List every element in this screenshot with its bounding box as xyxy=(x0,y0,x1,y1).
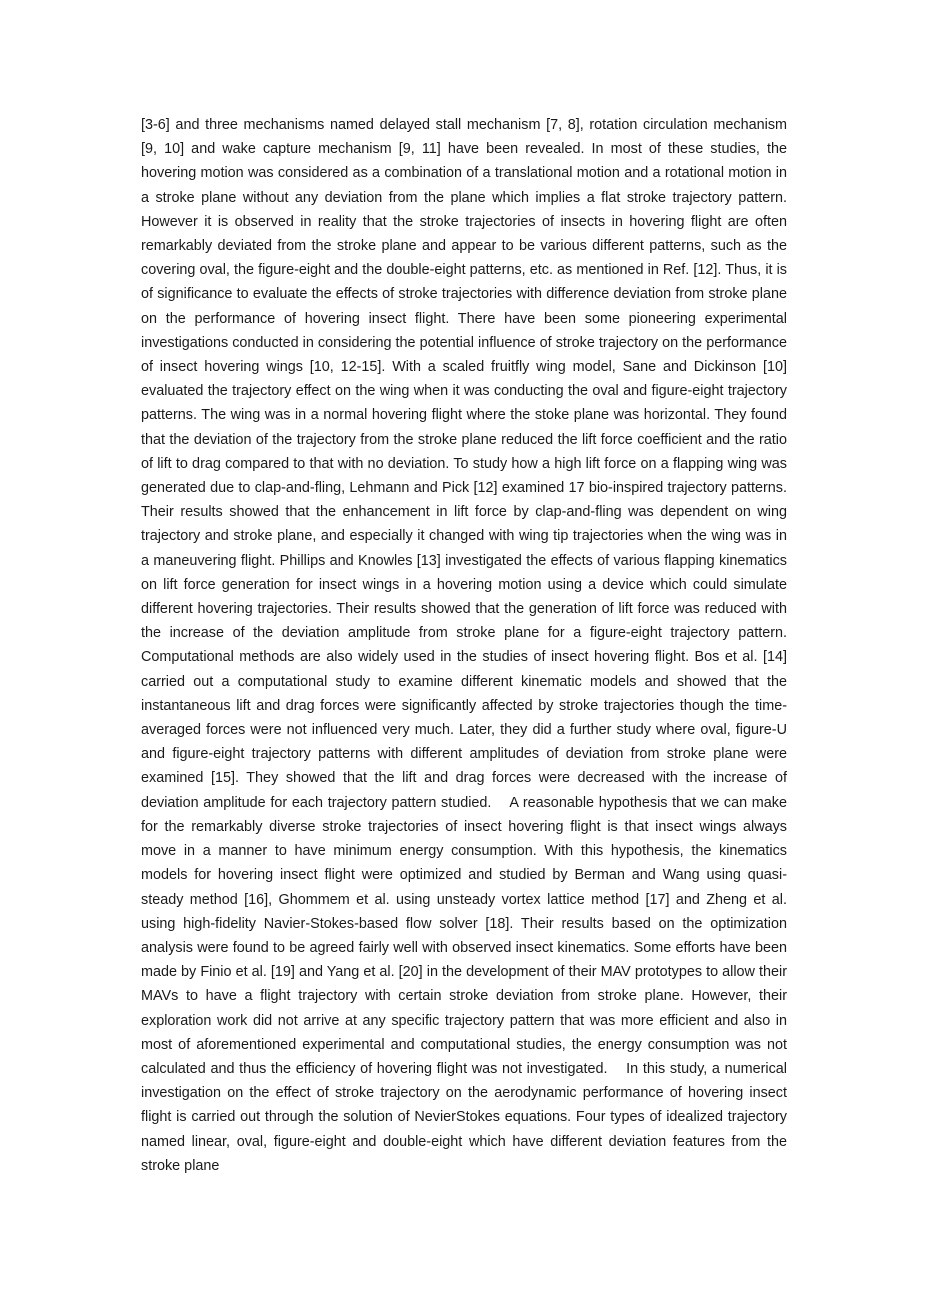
body-paragraph: [3-6] and three mechanisms named delayed stall mechanism [7, 8], rotation circulation mechanism [9, 10] and wake capture mechanism [9, 11] have been revealed. In most of these studies, the hovering motion was considered as a combination of a translational motion and a rotational motion in a stroke plane without any deviation from the plane which implies a flat stroke trajectory pattern. However it is observed in reality that the stroke trajectories of insects in hovering flight are often remarkably deviated from the stroke plane and appear to be various different patterns, such as the covering oval, the figure-eight and the double-eight patterns, etc. as mentioned in Ref. [12]. Thus, it is of significance to evaluate the effects of stroke trajectories with difference deviation from stroke plane on the performance of hovering insect flight. There have been some pioneering experimental investigations conducted in considering the potential influence of stroke trajectory on the performance of insect hovering wings [10, 12-15]. With a scaled fruitfly wing model, Sane and Dickinson [10] evaluated the trajectory effect on the wing when it was conducting the oval and figure-eight trajectory patterns. The wing was in a normal hovering flight where the stoke plane was horizontal. They found that the deviation of the trajectory from the stroke plane reduced the lift force coefficient and the ratio of lift to drag compared to that with no deviation. To study how a high lift force on a flapping wing was generated due to clap-and-fling, Lehmann and Pick [12] examined 17 bio-inspired trajectory patterns. Their results showed that the enhancement in lift force by clap-and-fling was dependent on wing trajectory and stroke plane, and especially it changed with wing tip trajectories when the wing was in a maneuvering flight. Phillips and Knowles [13] investigated the effects of various flapping kinematics on lift force generation for insect wings in a hovering motion using a device which could simulate different hovering trajectories. Their results showed that the generation of lift force was reduced with the increase of the deviation amplitude from stroke plane for a figure-eight trajectory pattern. Computational methods are also widely used in the studies of insect hovering flight. Bos et al. [14] carried out a computational study to examine different kinematic models and showed that the instantaneous lift and drag forces were significantly affected by stroke trajectories though the time-averaged forces were not influenced very much. Later, they did a further study where oval, figure-U and figure-eight trajectory patterns with different amplitudes of deviation from stroke plane were examined [15]. They showed that the lift and drag forces were decreased with the increase of deviation amplitude for each trajectory pattern studied. A reasonable hypothesis that we can make for the remarkably diverse stroke trajectories of insect hovering flight is that insect wings always move in a manner to have minimum energy consumption. With this hypothesis, the kinematics models for hovering insect flight were optimized and studied by Berman and Wang using quasi-steady method [16], Ghommem et al. using unsteady vortex lattice method [17] and Zheng et al. using high-fidelity Navier-Stokes-based flow solver [18]. Their results based on the optimization analysis were found to be agreed fairly well with observed insect kinematics. Some efforts have been made by Finio et al. [19] and Yang et al. [20] in the development of their MAV prototypes to allow their MAVs to have a flight trajectory with certain stroke deviation from stroke plane. However, their exploration work did not arrive at any specific trajectory pattern that was more efficient and also in most of aforementioned experimental and computational studies, the energy consumption was not calculated and thus the efficiency of hovering flight was not investigated. In this study, a numerical investigation on the effect of stroke trajectory on the aerodynamic performance of hovering insect flight is carried out through the solution of NevierStokes equations. Four types of idealized trajectory named linear, oval, figure-eight and double-eight which have different deviation features from the stroke plane xyxy=(141,117,787,1174)
